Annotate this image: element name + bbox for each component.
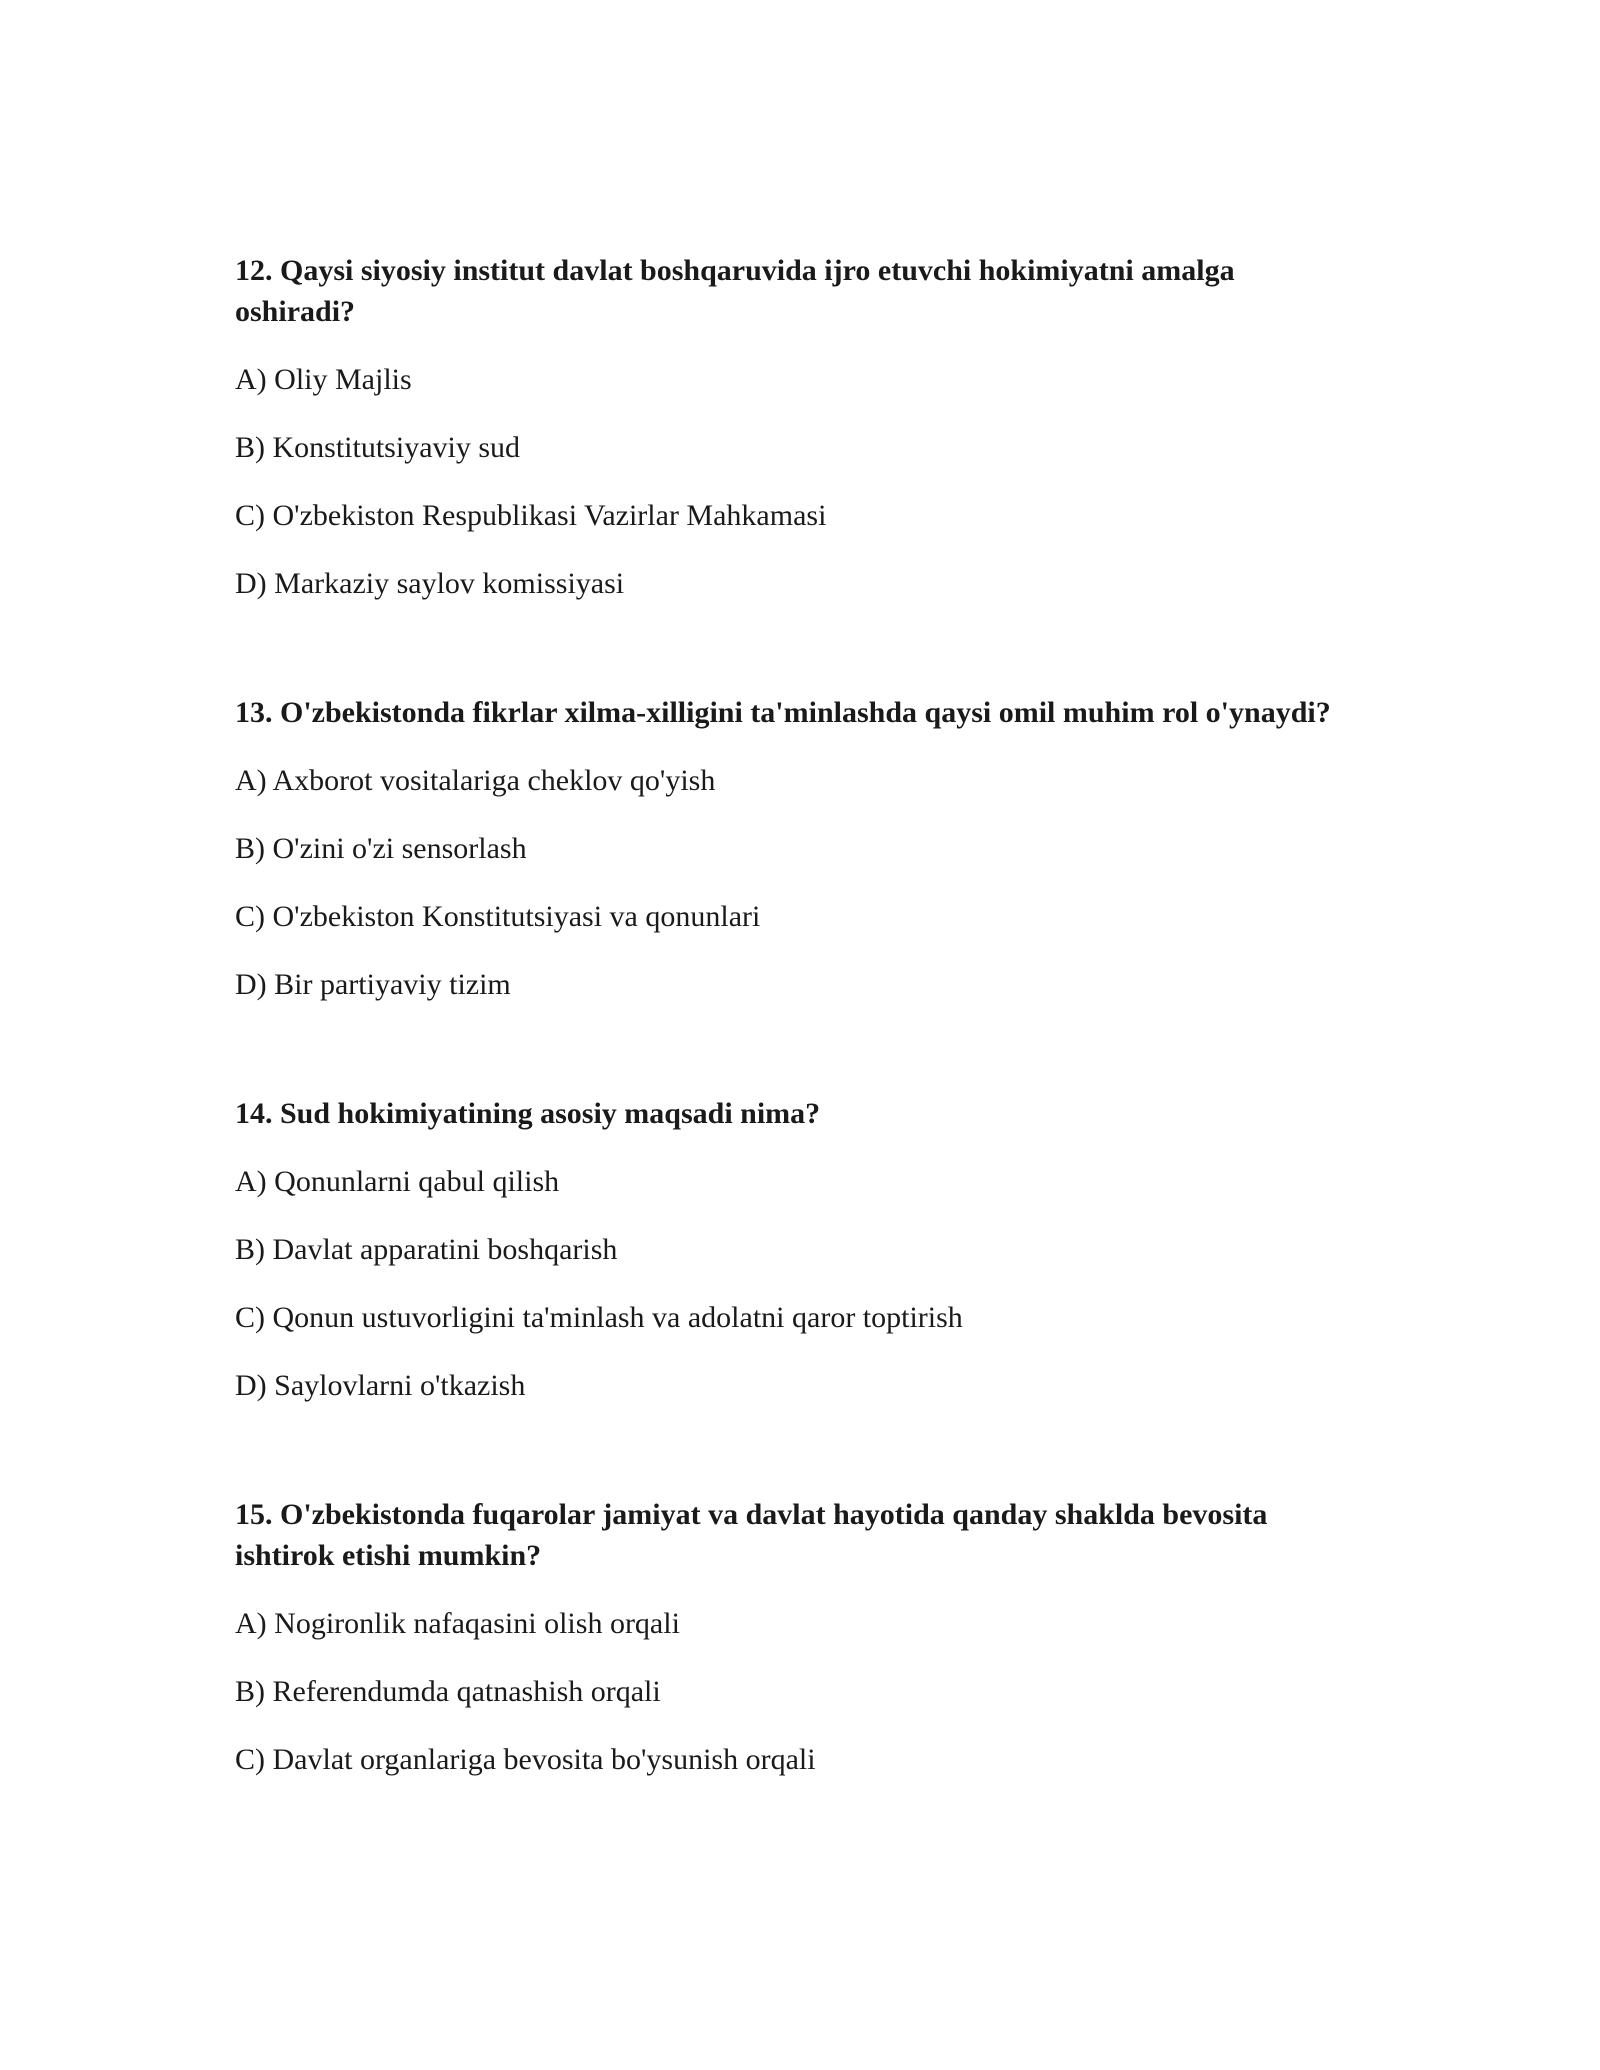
option-a: A) Axborot vositalariga cheklov qo'yish <box>235 764 716 797</box>
option-b: B) Referendumda qatnashish orqali <box>235 1675 661 1708</box>
option-c: C) O'zbekiston Konstitutsiyasi va qonunlari <box>235 900 761 933</box>
document-page <box>235 250 1355 1807</box>
option-a: A) Oliy Majlis <box>235 363 412 396</box>
question-title: 14. Sud hokimiyatining asosiy maqsadi nima? <box>235 1097 821 1130</box>
option-a: A) Qonunlarni qabul qilish <box>235 1165 560 1198</box>
spacer <box>235 1433 1355 1494</box>
question-14 <box>235 1093 1355 1406</box>
question-15 <box>235 1494 1355 1780</box>
option-c: C) Qonun ustuvorligini ta'minlash va adolatni qaror toptirish <box>235 1301 963 1334</box>
option-b: B) O'zini o'zi sensorlash <box>235 832 527 865</box>
option-b: B) Davlat apparatini boshqarish <box>235 1233 618 1266</box>
option-d: D) Saylovlarni o'tkazish <box>235 1369 526 1402</box>
question-12 <box>235 250 1355 604</box>
option-b: B) Konstitutsiyaviy sud <box>235 431 521 464</box>
option-d: D) Bir partiyaviy tizim <box>235 968 511 1001</box>
option-d: D) Markaziy saylov komissiyasi <box>235 567 625 600</box>
spacer <box>235 631 1355 692</box>
spacer <box>235 1032 1355 1093</box>
option-a: A) Nogironlik nafaqasini olish orqali <box>235 1607 680 1640</box>
question-13 <box>235 692 1355 1005</box>
question-title: 15. O'zbekistonda fuqarolar jamiyat va davlat hayotida qanday shaklda bevosita ishtirok etishi mumkin? <box>235 1498 1268 1572</box>
question-title: 12. Qaysi siyosiy institut davlat boshqaruvida ijro etuvchi hokimiyatni amalga oshiradi? <box>235 254 1235 328</box>
option-c: C) Davlat organlariga bevosita bo'ysunish orqali <box>235 1743 816 1776</box>
option-c: C) O'zbekiston Respublikasi Vazirlar Mahkamasi <box>235 499 827 532</box>
question-title: 13. O'zbekistonda fikrlar xilma-xilligini ta'minlashda qaysi omil muhim rol o'ynaydi? <box>235 696 1331 729</box>
